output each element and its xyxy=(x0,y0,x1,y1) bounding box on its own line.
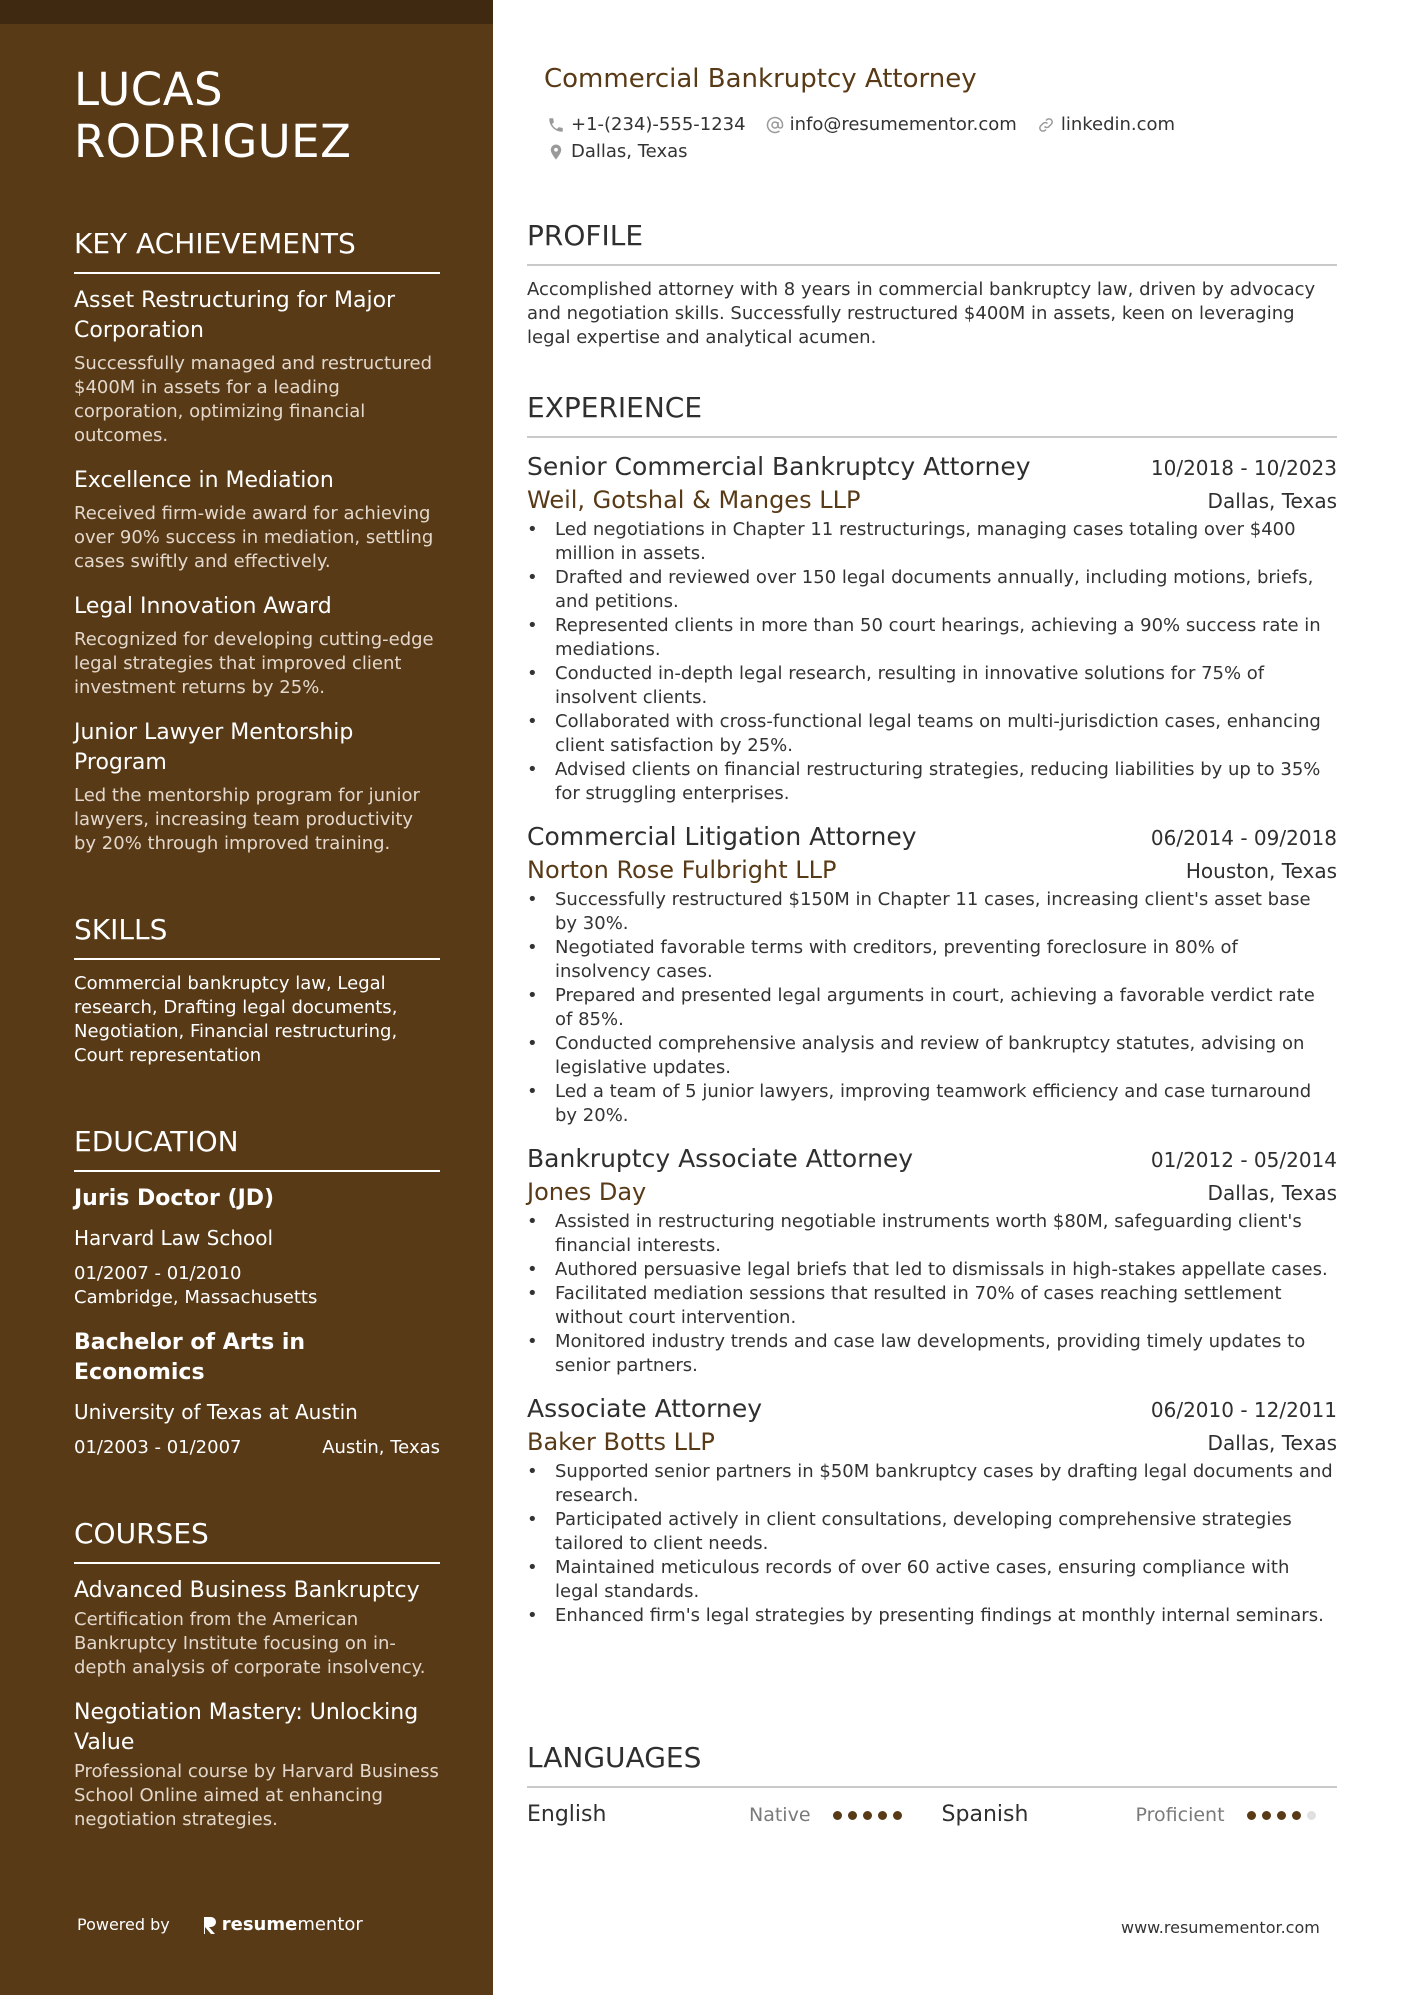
education-degree: Bachelor of Arts in Economics xyxy=(74,1330,306,1385)
experience-bullet: • Monitored industry trends and case law developments, providing timely updates to senior partners. xyxy=(527,1330,1337,1378)
logo-text-rest: mentor xyxy=(297,1914,363,1935)
experience-dates: 10/2018 - 10/2023 xyxy=(1150,456,1337,480)
experience-header xyxy=(527,1142,1337,1176)
sidebar xyxy=(0,0,493,1995)
education-degree: Juris Doctor (JD) xyxy=(74,1186,275,1211)
language-rating xyxy=(833,1811,908,1820)
achievement-item xyxy=(74,592,440,700)
experience-location: Dallas, Texas xyxy=(1207,1181,1337,1205)
experience-item xyxy=(527,820,1337,1128)
contact-row xyxy=(547,139,1337,165)
achievement-desc: Led the mentorship program for junior lawyers, increasing team productivity by 20% through improved training. xyxy=(74,785,420,854)
powered-by xyxy=(77,1914,363,1935)
experience-location: Dallas, Texas xyxy=(1207,1431,1337,1455)
rating-dot-empty xyxy=(1307,1811,1316,1820)
contact-row xyxy=(547,112,1337,138)
experience-role: Senior Commercial Bankruptcy Attorney xyxy=(527,452,1031,481)
rating-dot-filled xyxy=(1247,1811,1256,1820)
achievement-item xyxy=(74,466,440,574)
experience-role: Associate Attorney xyxy=(527,1394,763,1423)
achievement-title: Asset Restructuring for Major Corporation xyxy=(74,288,396,343)
achievement-title: Junior Lawyer Mentorship Program xyxy=(74,720,354,775)
experience-subheader xyxy=(527,1426,1337,1458)
experience-bullets xyxy=(527,1210,1337,1378)
language-name: English xyxy=(527,1802,607,1827)
experience-company: Weil, Gotshal & Manges LLP xyxy=(527,486,861,514)
education-location: Austin, Texas xyxy=(322,1437,440,1458)
experience-bullet: • Participated actively in client consultations, developing comprehensive strategies tailored to client needs. xyxy=(527,1508,1337,1556)
experience-bullet: • Conducted in-depth legal research, resulting in innovative solutions for 75% of insolvent clients. xyxy=(527,662,1337,710)
experience-item xyxy=(527,1142,1337,1378)
link-icon xyxy=(1037,116,1055,134)
experience-header xyxy=(527,450,1337,484)
experience-location: Dallas, Texas xyxy=(1207,489,1337,513)
achievement-title: Legal Innovation Award xyxy=(74,594,332,619)
experience-item xyxy=(527,450,1337,806)
language-level: Native xyxy=(749,1804,811,1826)
experience-header xyxy=(527,1392,1337,1426)
language-name: Spanish xyxy=(941,1802,1029,1827)
experience-company: Baker Botts LLP xyxy=(527,1428,715,1456)
experience-header xyxy=(527,820,1337,854)
profile-text: Accomplished attorney with 8 years in commercial bankruptcy law, driven by advocacy and negotiation skills. Successfully restructured $400M in assets, keen on leveraging legal expertise and analytical acumen. xyxy=(527,279,1316,348)
experience-bullet: • Supported senior partners in $50M bankruptcy cases by drafting legal documents and research. xyxy=(527,1460,1337,1508)
powered-by-label: Powered by xyxy=(77,1915,170,1934)
candidate-name xyxy=(74,64,440,168)
resumementor-logo-icon xyxy=(202,1915,218,1935)
experience-bullets xyxy=(527,1460,1337,1628)
experience-bullet: • Successfully restructured $150M in Chapter 11 cases, increasing client's asset base by 30%. xyxy=(527,888,1337,936)
experience-company: Jones Day xyxy=(527,1178,647,1206)
experience-bullet: • Assisted in restructuring negotiable instruments worth $80M, safeguarding client's financial interests. xyxy=(527,1210,1337,1258)
education-dates: 01/2007 - 01/2010 xyxy=(74,1263,242,1284)
course-desc: Professional course by Harvard Business School Online aimed at enhancing negotiation strategies. xyxy=(74,1761,439,1830)
experience-role: Commercial Litigation Attorney xyxy=(527,822,917,851)
experience-bullet: • Conducted comprehensive analysis and review of bankruptcy statutes, advising on legislative updates. xyxy=(527,1032,1337,1080)
achievement-title: Excellence in Mediation xyxy=(74,468,334,493)
languages-heading: LANGUAGES xyxy=(527,1740,1337,1788)
experience-bullet: • Collaborated with cross-functional legal teams on multi-jurisdiction cases, enhancing client satisfaction by 25%. xyxy=(527,710,1337,758)
experience-dates: 06/2010 - 12/2011 xyxy=(1150,1398,1337,1422)
experience-bullets xyxy=(527,888,1337,1128)
at-sign-icon xyxy=(766,116,784,134)
education-school: University of Texas at Austin xyxy=(74,1400,358,1424)
resumementor-logo[interactable] xyxy=(202,1914,363,1935)
achievement-item xyxy=(74,286,440,448)
education-heading: EDUCATION xyxy=(74,1124,440,1172)
phone-icon xyxy=(547,116,565,134)
education-section xyxy=(74,1124,440,1460)
rating-dot-filled xyxy=(878,1811,887,1820)
language-level: Proficient xyxy=(1135,1804,1225,1826)
experience-subheader xyxy=(527,854,1337,886)
achievement-desc: Successfully managed and restructured $400M in assets for a leading corporation, optimizing financial outcomes. xyxy=(74,353,433,446)
experience-location: Houston, Texas xyxy=(1185,859,1337,883)
skills-heading: SKILLS xyxy=(74,912,440,960)
contact-linkedin[interactable] xyxy=(1037,112,1175,138)
sidebar-top-bar xyxy=(0,0,493,24)
course-item xyxy=(74,1576,440,1680)
skills-list: Commercial bankruptcy law, Legal research, Drafting legal documents, Negotiation, Financial restructuring, Court representation xyxy=(74,973,398,1066)
contact-info xyxy=(547,112,1337,166)
experience-bullet: • Negotiated favorable terms with creditors, preventing foreclosure in 80% of insolvency cases. xyxy=(527,936,1337,984)
rating-dot-filled xyxy=(848,1811,857,1820)
phone-text: +1-(234)-555-1234 xyxy=(571,114,746,135)
contact-email[interactable] xyxy=(766,112,1017,138)
rating-dot-filled xyxy=(1292,1811,1301,1820)
experience-bullet: • Maintained meticulous records of over 60 active cases, ensuring compliance with legal standards. xyxy=(527,1556,1337,1604)
education-meta xyxy=(74,1436,440,1460)
rating-dot-filled xyxy=(1262,1811,1271,1820)
linkedin-text: linkedin.com xyxy=(1060,114,1176,135)
experience-item xyxy=(527,1392,1337,1628)
name-first: LUCAS xyxy=(74,63,224,116)
experience-dates: 01/2012 - 05/2014 xyxy=(1150,1148,1337,1172)
language-rating xyxy=(1247,1811,1322,1820)
experience-bullets xyxy=(527,518,1337,806)
profile-section xyxy=(527,218,1337,350)
education-school: Harvard Law School xyxy=(74,1226,274,1250)
achievement-desc: Recognized for developing cutting-edge legal strategies that improved client investment returns by 25%. xyxy=(74,629,434,698)
experience-bullet: • Represented clients in more than 50 court hearings, achieving a 90% success rate in mediations. xyxy=(527,614,1337,662)
achievement-desc: Received firm-wide award for achieving over 90% success in mediation, settling cases swiftly and effectively. xyxy=(74,503,434,572)
course-title: Advanced Business Bankruptcy xyxy=(74,1578,420,1603)
experience-heading: EXPERIENCE xyxy=(527,390,1337,438)
experience-role: Bankruptcy Associate Attorney xyxy=(527,1144,914,1173)
logo-text-bold: resume xyxy=(221,1914,298,1935)
courses-heading: COURSES xyxy=(74,1516,440,1564)
achievements-heading: KEY ACHIEVEMENTS xyxy=(74,226,440,274)
rating-dot-filled xyxy=(893,1811,902,1820)
achievements-section xyxy=(74,226,440,856)
contact-phone[interactable] xyxy=(547,112,746,138)
course-item xyxy=(74,1698,440,1832)
experience-company: Norton Rose Fulbright LLP xyxy=(527,856,837,884)
experience-bullet: • Enhanced firm's legal strategies by presenting findings at monthly internal seminars. xyxy=(527,1604,1337,1628)
name-last: RODRIGUEZ xyxy=(74,115,352,168)
experience-bullet: • Prepared and presented legal arguments in court, achieving a favorable verdict rate of 85%. xyxy=(527,984,1337,1032)
location-text: Dallas, Texas xyxy=(571,141,688,162)
education-item xyxy=(74,1184,440,1310)
experience-dates: 06/2014 - 09/2018 xyxy=(1150,826,1337,850)
experience-section xyxy=(527,390,1337,1642)
location-pin-icon xyxy=(547,143,565,161)
experience-bullet: • Led negotiations in Chapter 11 restructurings, managing cases totaling over $400 million in assets. xyxy=(527,518,1337,566)
job-title: Commercial Bankruptcy Attorney xyxy=(544,64,977,94)
achievement-item xyxy=(74,718,440,856)
contact-location xyxy=(547,139,688,165)
courses-section xyxy=(74,1516,440,1832)
experience-bullet: • Drafted and reviewed over 150 legal documents annually, including motions, briefs, and petitions. xyxy=(527,566,1337,614)
education-location: Cambridge, Massachusetts xyxy=(74,1287,318,1308)
course-title: Negotiation Mastery: Unlocking Value xyxy=(74,1700,419,1755)
experience-bullet: • Advised clients on financial restructuring strategies, reducing liabilities by up to 35% for struggling enterprises. xyxy=(527,758,1337,806)
profile-heading: PROFILE xyxy=(527,218,1337,266)
languages-row xyxy=(527,1800,1337,1830)
skills-section xyxy=(74,912,440,1068)
experience-bullet: • Led a team of 5 junior lawyers, improving teamwork efficiency and case turnaround by 20%. xyxy=(527,1080,1337,1128)
sidebar-content xyxy=(74,64,440,1850)
rating-dot-filled xyxy=(863,1811,872,1820)
education-meta xyxy=(74,1262,440,1310)
email-text: info@resumementor.com xyxy=(789,114,1017,135)
languages-section xyxy=(527,1740,1337,1830)
experience-subheader xyxy=(527,484,1337,516)
rating-dot-filled xyxy=(833,1811,842,1820)
education-item xyxy=(74,1328,440,1460)
footer-url[interactable]: www.resumementor.com xyxy=(1121,1918,1320,1937)
experience-subheader xyxy=(527,1176,1337,1208)
experience-bullet: • Authored persuasive legal briefs that led to dismissals in high-stakes appellate cases. xyxy=(527,1258,1337,1282)
rating-dot-filled xyxy=(1277,1811,1286,1820)
experience-bullet: • Facilitated mediation sessions that resulted in 70% of cases reaching settlement without court intervention. xyxy=(527,1282,1337,1330)
course-desc: Certification from the American Bankruptcy Institute focusing on in-depth analysis of corporate insolvency. xyxy=(74,1609,426,1678)
education-dates: 01/2003 - 01/2007 xyxy=(74,1437,242,1458)
